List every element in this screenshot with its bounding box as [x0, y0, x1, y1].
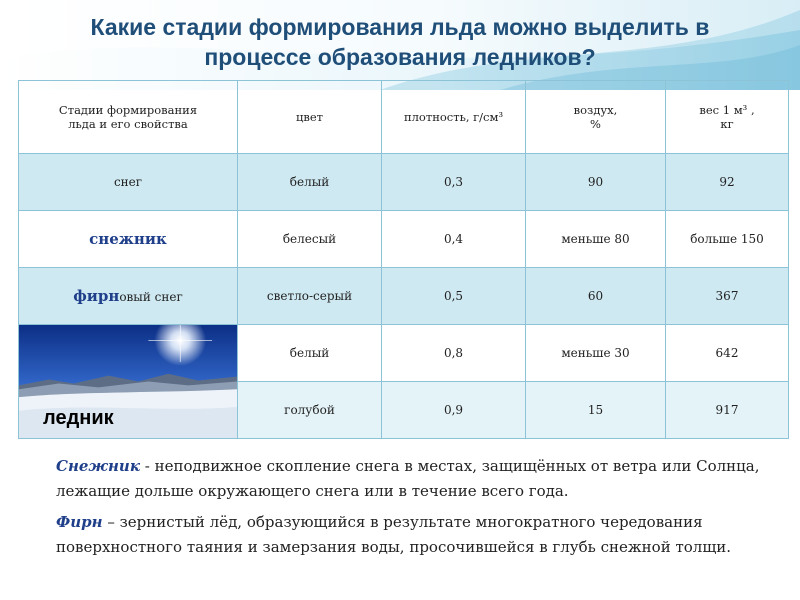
stage-cell: [19, 268, 238, 325]
header-weight-line2: кг: [720, 117, 734, 131]
table-row: [19, 268, 789, 325]
weight-cell: 917: [666, 382, 789, 439]
title-line-1: Какие стадии формирования льда можно выделить в: [90, 14, 710, 40]
air-cell: меньше 30: [526, 325, 666, 382]
color-cell: белый: [238, 154, 382, 211]
air-cell: 90: [526, 154, 666, 211]
weight-cell: 92: [666, 154, 789, 211]
weight-cell: больше 150: [666, 211, 789, 268]
color-cell: белый: [238, 325, 382, 382]
air-cell: меньше 80: [526, 211, 666, 268]
color-cell: белесый: [238, 211, 382, 268]
color-cell: голубой: [238, 382, 382, 439]
stage-cell: снег: [19, 154, 238, 211]
term-firn: Фирн: [56, 513, 103, 531]
table-row: [19, 211, 789, 268]
glacier-photo-cell: [19, 325, 238, 439]
table-header-row: [19, 81, 789, 154]
term-snezhnik: Снежник: [56, 457, 140, 475]
header-weight-line1: вес 1 м³ ,: [699, 103, 755, 117]
definitions: [56, 454, 766, 566]
weight-cell: 642: [666, 325, 789, 382]
stage-rest-part: овый снег: [119, 290, 183, 304]
density-cell: 0,4: [382, 211, 526, 268]
definition-firn: [56, 510, 766, 560]
density-cell: 0,9: [382, 382, 526, 439]
header-stage: [19, 81, 238, 154]
header-stage-line2: льда и его свойства: [68, 117, 188, 131]
density-cell: 0,8: [382, 325, 526, 382]
air-cell: 15: [526, 382, 666, 439]
header-air-line1: воздух,: [573, 103, 618, 117]
stage-cell: снежник: [19, 211, 238, 268]
ice-stages-table: [18, 80, 789, 439]
definition-firn-text: – зернистый лёд, образующийся в результате многократного чередования поверхностного таяния и замерзания воды, просочившейся в глубь снежной толщи.: [56, 513, 732, 556]
header-stage-line1: Стадии формирования: [58, 103, 198, 117]
weight-cell: 367: [666, 268, 789, 325]
air-cell: 60: [526, 268, 666, 325]
header-density: плотность, г/см³: [382, 81, 526, 154]
page-title: [20, 12, 780, 72]
color-cell: светло-серый: [238, 268, 382, 325]
title-line-2: процессе образования ледников?: [204, 44, 596, 70]
table-row: [19, 325, 789, 382]
header-air-line2: %: [590, 117, 601, 131]
header-color: цвет: [238, 81, 382, 154]
header-weight: [666, 81, 789, 154]
glacier-label: ледник: [43, 407, 114, 429]
header-air: [526, 81, 666, 154]
table-row: [19, 154, 789, 211]
stage-bold-part: фирн: [73, 287, 120, 305]
definition-snezhnik: [56, 454, 766, 504]
density-cell: 0,5: [382, 268, 526, 325]
density-cell: 0,3: [382, 154, 526, 211]
definition-snezhnik-text: - неподвижное скопление снега в местах, защищённых от ветра или Солнца, лежащие дольше окружающего снега или в течение всего года.: [56, 457, 760, 500]
